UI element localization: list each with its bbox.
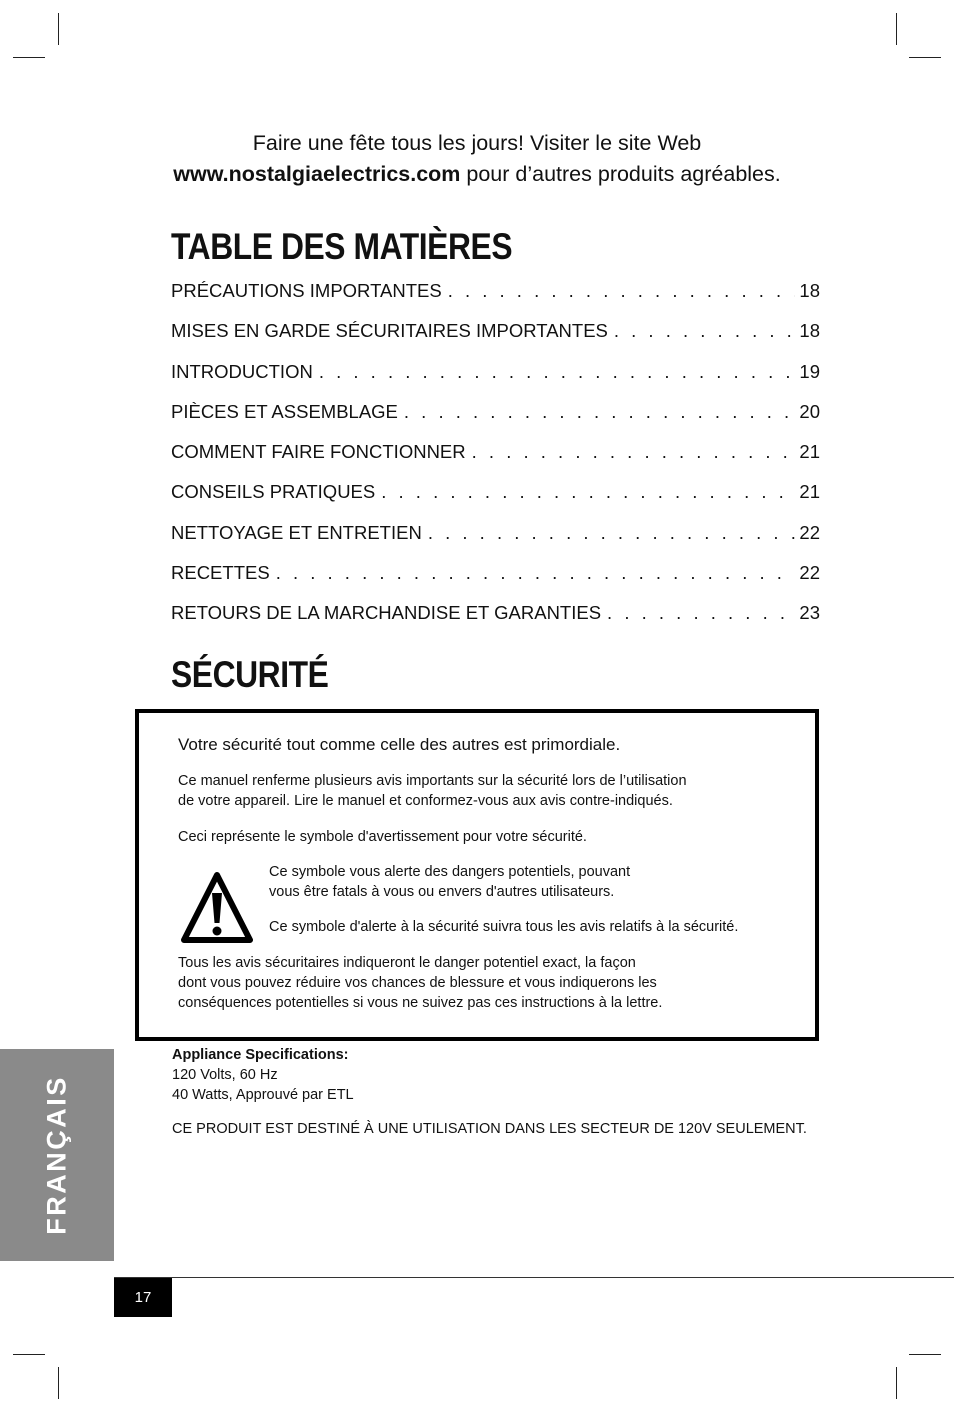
toc-entry-label: RECETTES — [171, 562, 270, 584]
toc-entry-label: INTRODUCTION — [171, 360, 313, 382]
toc-leader-dots — [472, 441, 796, 463]
toc-entry-page: 19 — [799, 360, 820, 382]
toc-entry-label: MISES EN GARDE SÉCURITAIRES IMPORTANTES — [171, 320, 608, 342]
text-line: Tous les avis sécuritaires indiqueront le danger potentiel exact, la façon — [178, 955, 636, 971]
crop-mark — [909, 57, 941, 58]
safety-paragraph-notices — [178, 953, 778, 1013]
toc-entry[interactable] — [171, 562, 820, 602]
toc-entry[interactable] — [171, 602, 820, 642]
language-tab — [0, 1049, 114, 1261]
toc-leader-dots — [607, 602, 795, 624]
language-tab-label: FRANÇAIS — [41, 1075, 72, 1235]
specs-wattage: 40 Watts, Approuvé par ETL — [172, 1087, 354, 1103]
safety-title: SÉCURITÉ — [171, 654, 329, 695]
text-line: de votre appareil. Lire le manuel et conformez-vous aux avis contre-indiqués. — [178, 793, 673, 809]
specs-voltage: 120 Volts, 60 Hz — [172, 1067, 278, 1083]
toc-entry-page: 18 — [799, 280, 820, 301]
text-line: Ce symbole vous alerte des dangers potentiels, pouvant — [269, 864, 631, 880]
toc-entry-label: RETOURS DE LA MARCHANDISE ET GARANTIES — [171, 602, 602, 624]
toc-leader-dots — [381, 481, 795, 503]
footer-divider — [114, 1277, 954, 1278]
tagline-line-1: Faire une fête tous les jours! Visiter le site Web — [252, 131, 702, 155]
tagline — [0, 128, 954, 190]
safety-paragraph-danger — [269, 862, 789, 902]
crop-mark — [896, 1367, 897, 1399]
toc-entry[interactable] — [171, 522, 820, 562]
toc-entry-page: 21 — [799, 481, 820, 503]
specs-title: Appliance Specifications: — [172, 1047, 349, 1063]
toc-leader-dots — [276, 562, 796, 584]
toc-entry-label: PIÈCES ET ASSEMBLAGE — [171, 400, 398, 422]
crop-mark — [58, 1367, 59, 1399]
toc-entry[interactable] — [171, 361, 820, 401]
safety-paragraph-alert: Ce symbole d'alerte à la sécurité suivra tous les avis relatifs à la sécurité. — [269, 919, 739, 935]
warning-triangle-icon — [181, 871, 253, 945]
toc-entry-page: 22 — [799, 562, 820, 584]
text-line: dont vous pouvez réduire vos chances de blessure et vous indiquerons les — [178, 975, 657, 991]
toc-leader-dots — [614, 320, 796, 342]
safety-heading: Votre sécurité tout comme celle des autres est primordiale. — [178, 735, 621, 754]
toc-entry-page: 23 — [799, 602, 820, 624]
safety-paragraph-symbol: Ceci représente le symbole d'avertissement pour votre sécurité. — [178, 829, 587, 845]
voltage-notice: CE PRODUIT EST DESTINÉ À UNE UTILISATION DANS LES SECTEUR DE 120V SEULEMENT. — [172, 1121, 807, 1137]
crop-mark — [58, 13, 59, 45]
page-number: 17 — [114, 1278, 172, 1317]
crop-mark — [13, 57, 45, 58]
toc-entry[interactable] — [171, 481, 820, 521]
toc-entry-page: 18 — [799, 320, 820, 342]
toc-entry-page: 20 — [799, 400, 820, 422]
crop-mark — [896, 13, 897, 45]
toc-leader-dots — [428, 522, 796, 544]
toc-title: TABLE DES MATIÈRES — [171, 226, 513, 267]
toc-leader-dots — [404, 401, 796, 423]
table-of-contents — [171, 280, 820, 643]
safety-paragraph-manual — [178, 771, 778, 811]
crop-mark — [909, 1354, 941, 1355]
toc-leader-dots — [319, 361, 796, 383]
text-line: Ce manuel renferme plusieurs avis importants sur la sécurité lors de l’utilisation — [178, 773, 687, 789]
toc-entry-label: CONSEILS PRATIQUES — [171, 481, 376, 503]
tagline-line-2-rest: pour d’autres produits agréables. — [460, 162, 781, 186]
toc-entry[interactable] — [171, 401, 820, 441]
crop-mark — [13, 1354, 45, 1355]
toc-entry-page: 22 — [799, 521, 820, 543]
website-url[interactable]: www.nostalgiaelectrics.com — [173, 162, 461, 186]
toc-entry[interactable] — [171, 441, 820, 481]
safety-notice-box — [135, 709, 819, 1041]
toc-entry-label: PRÉCAUTIONS IMPORTANTES — [171, 280, 442, 301]
toc-leader-dots — [448, 280, 796, 302]
toc-entry-page: 21 — [799, 441, 820, 463]
text-line: conséquences potentielles si vous ne suivez pas ces instructions à la lettre. — [178, 995, 663, 1011]
tagline-line-2 — [0, 159, 954, 190]
appliance-specifications — [172, 1045, 354, 1105]
toc-entry[interactable] — [171, 320, 820, 360]
toc-entry[interactable] — [171, 280, 820, 320]
toc-entry-label: COMMENT FAIRE FONCTIONNER — [171, 441, 466, 463]
toc-entry-label: NETTOYAGE ET ENTRETIEN — [171, 521, 422, 543]
text-line: vous être fatals à vous ou envers d'autres utilisateurs. — [269, 884, 615, 900]
